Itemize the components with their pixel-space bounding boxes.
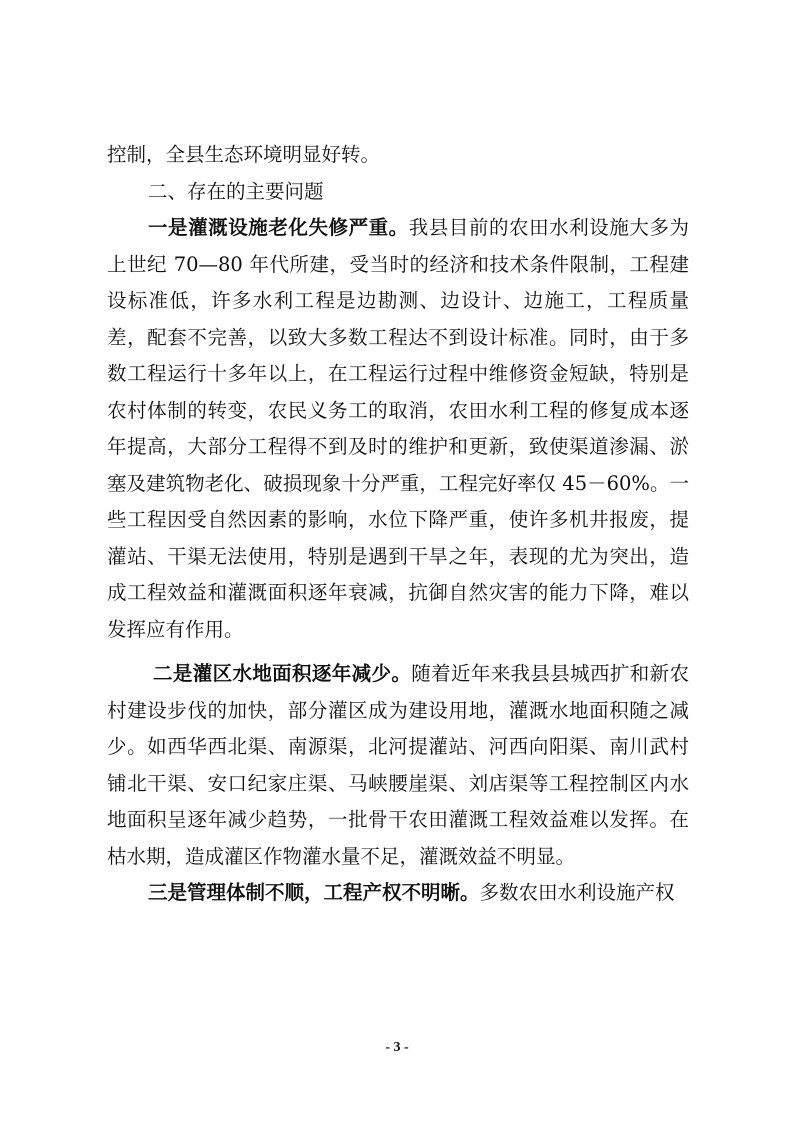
paragraph-gap xyxy=(107,648,689,656)
problem-3-lead: 三是管理体制不顺，工程产权不明晰。 xyxy=(148,881,480,904)
problem-2-lead: 二是灌区水地面积逐年减少。 xyxy=(153,662,412,685)
problem-paragraph-3 xyxy=(107,875,689,912)
problem-2-body: 随着近年来我县县城西扩和新农村建设步伐的加快，部分灌区成为建设用地，灌溉水地面积随之减少。如西华西北渠、南源渠，北河提灌站、河西向阳渠、南川武村铺北干渠、安口纪家庄渠、马峡腰崖渠、刘店渠等工程控制区内水地面积呈逐年减少趋势，一批骨干农田灌溉工程效益难以发挥。在枯水期，造成灌区作物灌水量不足，灌溉效益不明显。 xyxy=(107,662,689,868)
problem-1-body: 我县目前的农田水利设施大多为上世纪 70—80 年代所建，受当时的经济和技术条件限制，工程建设标准低，许多水利工程是边勘测、边设计、边施工，工程质量差，配套不完善，以致大多数工程达不到设计标准。同时，由于多数工程运行十多年以上，在工程运行过程中维修资金短缺，特别是农村体制的转变，农民义务工的取消，农田水利工程的修复成本逐年提高，大部分工程得不到及时的维护和更新，致使渠道渗漏、淤塞及建筑物老化、破损现象十分严重，工程完好率仅 45－60%。一些工程因受自然因素的影响，水位下降严重，使许多机井报废，提灌站、干渠无法使用，特别是遇到干旱之年，表现的尤为突出，造成工程效益和灌溉面积逐年衰减，抗御自然灾害的能力下降，难以发挥应有作用。 xyxy=(107,216,689,641)
page-number: - 3 - xyxy=(385,1040,409,1055)
document-body xyxy=(107,137,689,912)
problem-paragraph-2 xyxy=(107,656,689,875)
problem-paragraph-1 xyxy=(107,210,689,648)
continuation-paragraph: 控制，全县生态环境明显好转。 xyxy=(107,143,381,166)
problem-3-body: 多数农田水利设施产权 xyxy=(479,881,675,904)
problem-1-lead: 一是灌溉设施老化失修严重。 xyxy=(148,216,409,239)
section-heading: 二、存在的主要问题 xyxy=(148,179,324,203)
